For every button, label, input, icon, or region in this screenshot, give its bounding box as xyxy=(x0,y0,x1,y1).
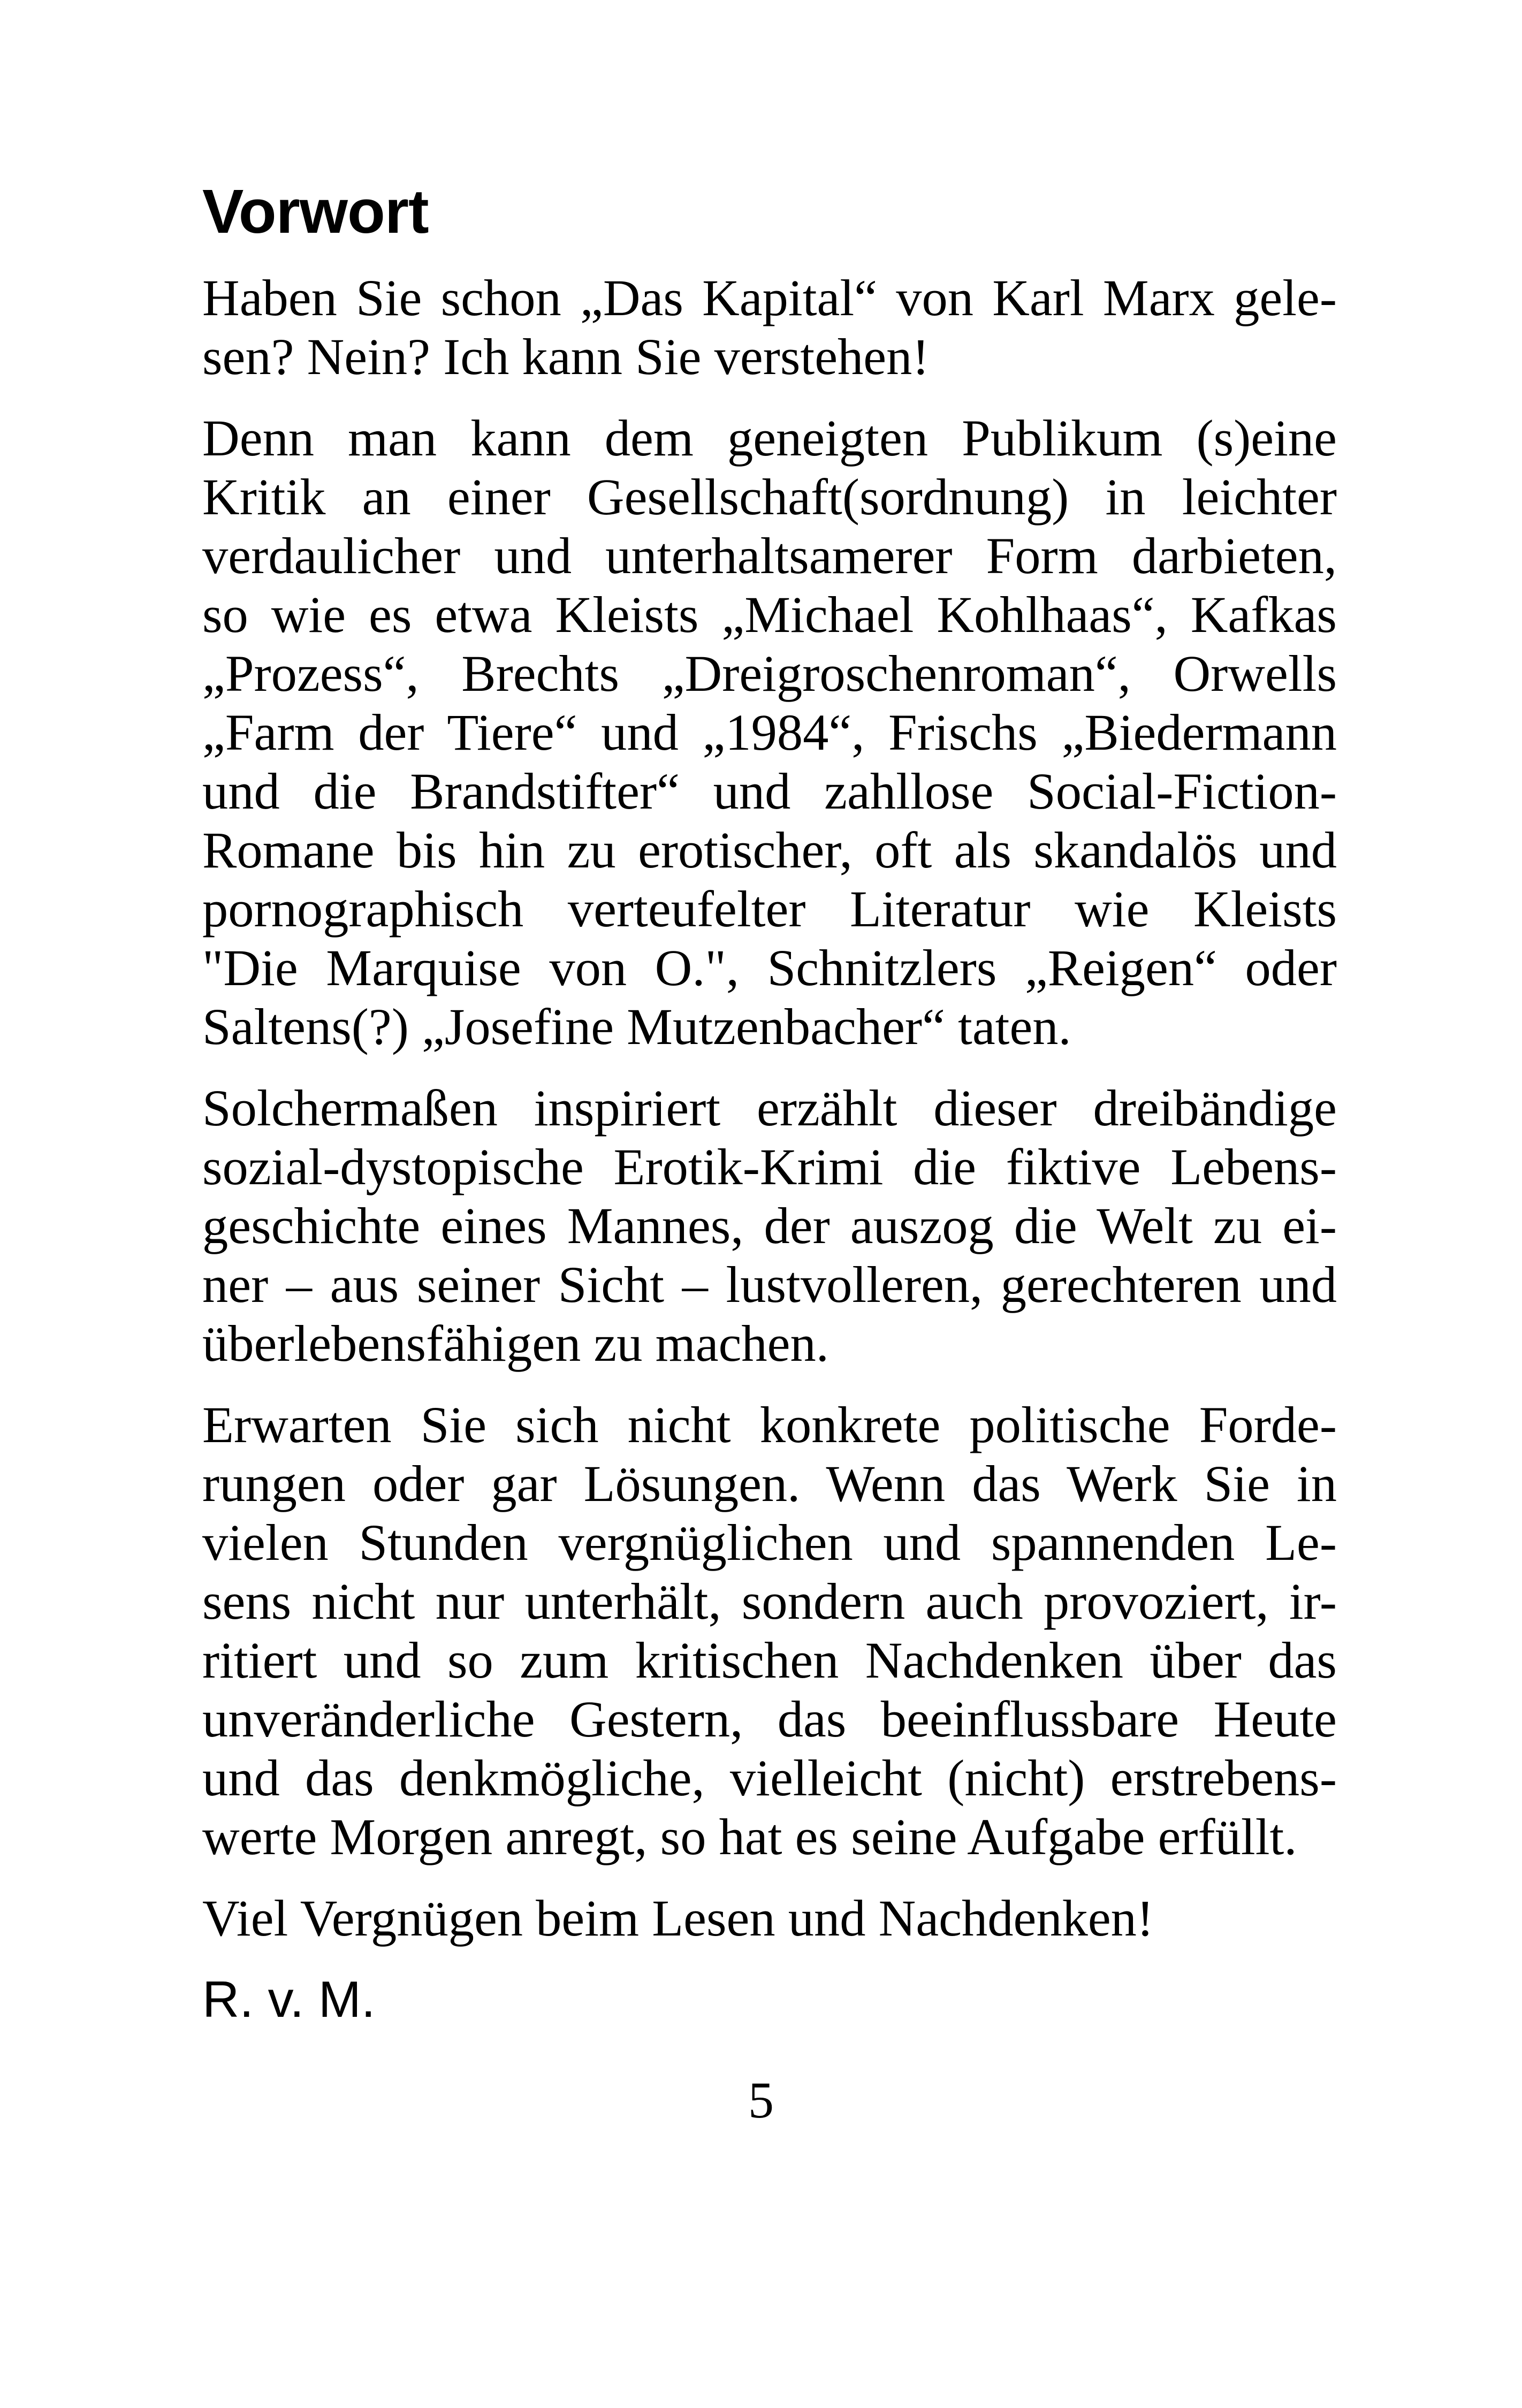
paragraph-1 xyxy=(202,269,1337,386)
text-line: ritiert und so zum kritischen Nachdenken über das xyxy=(202,1632,1337,1689)
text-line: „Prozess“, Brechts „Dreigroschenroman“, Orwells xyxy=(202,645,1337,702)
text-line: ner – aus seiner Sicht – lustvolleren, gerechteren und xyxy=(202,1256,1337,1313)
paragraph-5 xyxy=(202,1889,1337,1948)
text-line: unveränderliche Gestern, das beeinflussbare Heute xyxy=(202,1690,1337,1748)
chapter-heading: Vorwort xyxy=(202,177,429,246)
text-line: Viel Vergnügen beim Lesen und Nachdenken! xyxy=(202,1889,1154,1947)
text-line: und die Brandstifter“ und zahllose Social-Fiction- xyxy=(202,763,1337,820)
text-line: rungen oder gar Lösungen. Wenn das Werk Sie in xyxy=(202,1455,1337,1512)
text-line: Haben Sie schon „Das Kapital“ von Karl Marx gele- xyxy=(202,269,1337,326)
paragraph-4 xyxy=(202,1396,1337,1866)
text-line: pornographisch verteufelter Literatur wie Kleists xyxy=(202,880,1337,938)
paragraph-3 xyxy=(202,1079,1337,1373)
text-line: "Die Marquise von O.", Schnitzlers „Reigen“ oder xyxy=(202,939,1337,996)
text-line: Romane bis hin zu erotischer, oft als skandalös und xyxy=(202,821,1337,879)
text-line: „Farm der Tiere“ und „1984“, Frischs „Biedermann xyxy=(202,704,1337,761)
text-line: Erwarten Sie sich nicht konkrete politische Forde- xyxy=(202,1396,1337,1453)
author-signature: R. v. M. xyxy=(202,1971,376,2028)
text-line: sens nicht nur unterhält, sondern auch provoziert, ir- xyxy=(202,1573,1337,1630)
text-line: verdaulicher und unterhaltsamerer Form darbieten, xyxy=(202,527,1337,584)
paragraph-2 xyxy=(202,409,1337,1056)
page-number: 5 xyxy=(748,2071,774,2129)
text-line: so wie es etwa Kleists „Michael Kohlhaas“, Kafkas xyxy=(202,586,1337,643)
text-line: vielen Stunden vergnüglichen und spannenden Le- xyxy=(202,1514,1337,1571)
text-line: und das denkmögliche, vielleicht (nicht) erstrebens- xyxy=(202,1749,1337,1807)
text-line: Kritik an einer Gesellschaft(sordnung) in leichter xyxy=(202,468,1337,525)
text-line: sozial-dystopische Erotik-Krimi die fiktive Lebens- xyxy=(202,1138,1337,1195)
text-line: Solchermaßen inspiriert erzählt dieser dreibändige xyxy=(202,1079,1337,1137)
text-line: werte Morgen anregt, so hat es seine Aufgabe erfüllt. xyxy=(202,1808,1297,1865)
text-line: Saltens(?) „Josefine Mutzenbacher“ taten. xyxy=(202,998,1071,1055)
text-block xyxy=(202,177,1337,2029)
text-line: überlebensfähigen zu machen. xyxy=(202,1315,829,1372)
text-line: sen? Nein? Ich kann Sie verstehen! xyxy=(202,328,930,385)
text-line: geschichte eines Mannes, der auszog die Welt zu ei- xyxy=(202,1197,1337,1254)
text-line: Denn man kann dem geneigten Publikum (s)eine xyxy=(202,409,1337,467)
